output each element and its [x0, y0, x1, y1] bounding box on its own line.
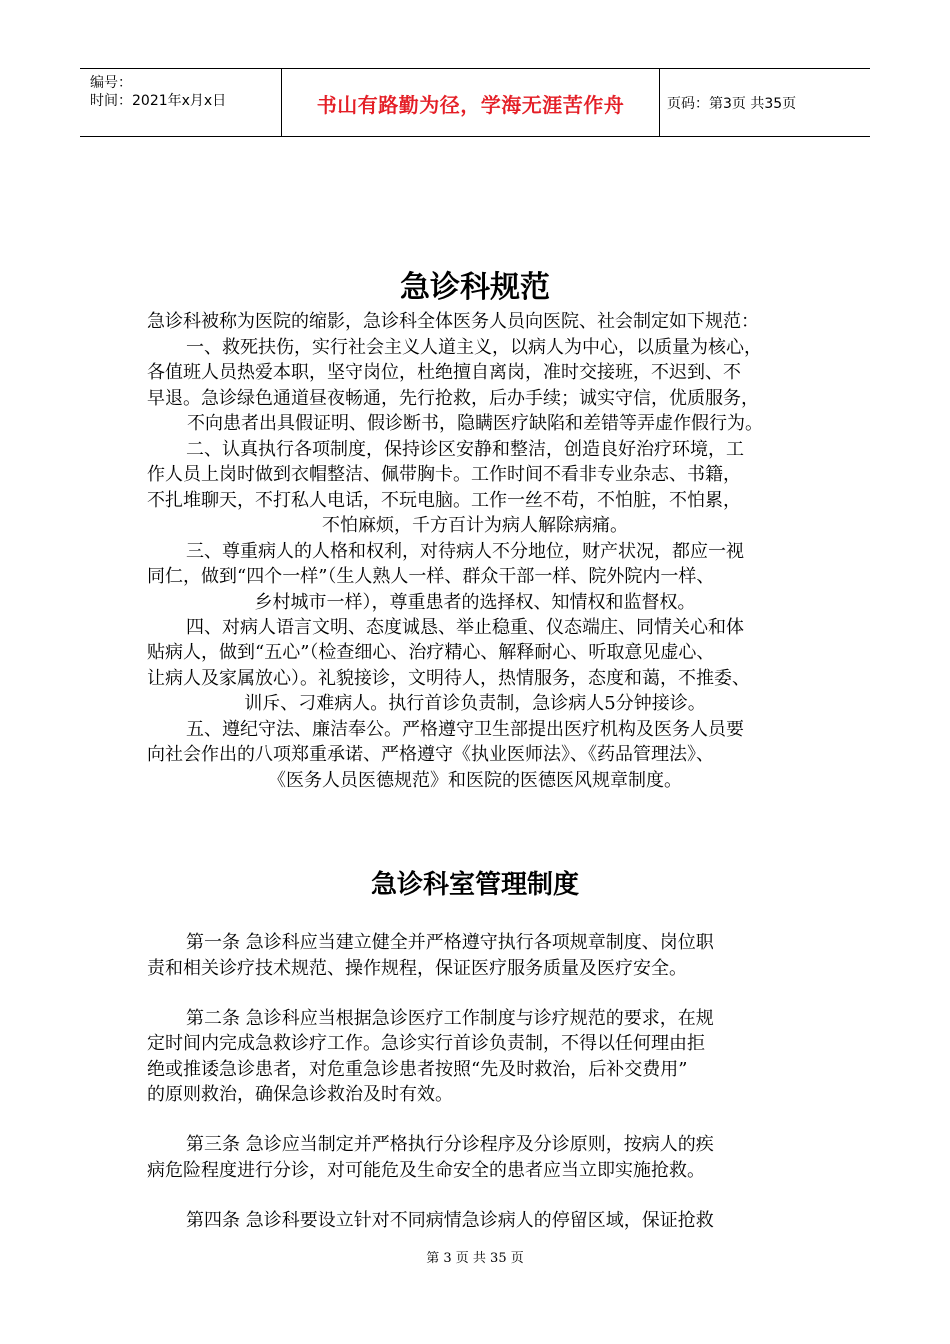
text-line: 不向患者出具假证明、假诊断书，隐瞒医疗缺陷和差错等弄虚作假行为。 [187, 413, 763, 434]
text-line: 三、尊重病人的人格和权利，对待病人不分地位，财产状况，都应一视 [186, 541, 744, 562]
text-line: 《医务人员医德规范》和医院的医德医风规章制度。 [268, 770, 682, 791]
text-line: 训斥、刁难病人。执行首诊负责制，急诊病人5分钟接诊。 [244, 693, 706, 714]
header-motto: 书山有路勤为径，学海无涯苦作舟 [316, 93, 625, 117]
document-date-label: 时间：2021年x月x日 [90, 93, 227, 109]
text-line: 同仁，做到“四个一样”（生人熟人一样、群众干部一样、院外院内一样、 [147, 566, 715, 587]
header-page-cell [660, 69, 870, 136]
text-line: 各值班人员热爱本职，坚守岗位，杜绝擅自离岗，准时交接班，不迟到、不 [147, 362, 741, 383]
text-line: 让病人及家属放心）。礼貌接诊，文明待人，热情服务，态度和蔼，不推委、 [147, 668, 750, 689]
document-number-label: 编号： [90, 75, 132, 91]
text-line: 一、救死扶伤，实行社会主义人道主义，以病人为中心，以质量为核心， [186, 337, 762, 358]
section2-title: 急诊科室管理制度 [370, 870, 579, 900]
text-line: 二、认真执行各项制度，保持诊区安静和整洁，创造良好治疗环境，工 [186, 439, 744, 460]
header-motto-cell [282, 69, 660, 136]
text-line: 贴病人，做到“五心”（检查细心、治疗精心、解释耐心、听取意见虚心、 [147, 642, 715, 663]
text-line: 早退。急诊绿色通道昼夜畅通，先行抢救，后办手续；诚实守信，优质服务， [147, 388, 759, 409]
text-line: 病危险程度进行分诊，对可能危及生命安全的患者应当立即实施抢救。 [147, 1160, 705, 1181]
text-line: 五、遵纪守法、廉洁奉公。严格遵守卫生部提出医疗机构及医务人员要 [186, 719, 744, 740]
text-line: 的原则救治，确保急诊救治及时有效。 [147, 1084, 453, 1105]
text-line: 责和相关诊疗技术规范、操作规程，保证医疗服务质量及医疗安全。 [147, 958, 687, 979]
header-page-number: 页码：第3页 共35页 [667, 96, 797, 112]
text-line: 绝或推诿急诊患者，对危重急诊患者按照“先及时救治，后补交费用” [147, 1059, 688, 1080]
text-line: 第二条 急诊科应当根据急诊医疗工作制度与诊疗规范的要求，在规 [186, 1008, 714, 1029]
header-info-cell [80, 69, 282, 136]
text-line: 作人员上岗时做到衣帽整洁、佩带胸卡。工作时间不看非专业杂志、书籍， [147, 464, 741, 485]
text-line: 第四条 急诊科要设立针对不同病情急诊病人的停留区域，保证抢救 [186, 1210, 714, 1231]
text-line: 第三条 急诊应当制定并严格执行分诊程序及分诊原则，按病人的疾 [186, 1134, 714, 1155]
text-line: 四、对病人语言文明、态度诚恳、举止稳重、仪态端庄、同情关心和体 [186, 617, 744, 638]
text-line: 第一条 急诊科应当建立健全并严格遵守执行各项规章制度、岗位职 [186, 932, 714, 953]
page-footer: 第 3 页 共 35 页 [426, 1251, 524, 1266]
page-header [80, 68, 870, 137]
text-line: 乡村城市一样），尊重患者的选择权、知情权和监督权。 [254, 592, 696, 613]
text-line: 定时间内完成急救诊疗工作。急诊实行首诊负责制，不得以任何理由拒 [147, 1033, 705, 1054]
section1-title: 急诊科规范 [400, 270, 550, 305]
text-line: 不扎堆聊天，不打私人电话，不玩电脑。工作一丝不苟，不怕脏，不怕累， [147, 490, 741, 511]
text-line: 急诊科被称为医院的缩影，急诊科全体医务人员向医院、社会制定如下规范： [147, 311, 759, 332]
text-line: 向社会作出的八项郑重承诺、严格遵守《执业医师法》、《药品管理法》、 [147, 744, 714, 765]
text-line: 不怕麻烦，千方百计为病人解除病痛。 [322, 515, 628, 536]
